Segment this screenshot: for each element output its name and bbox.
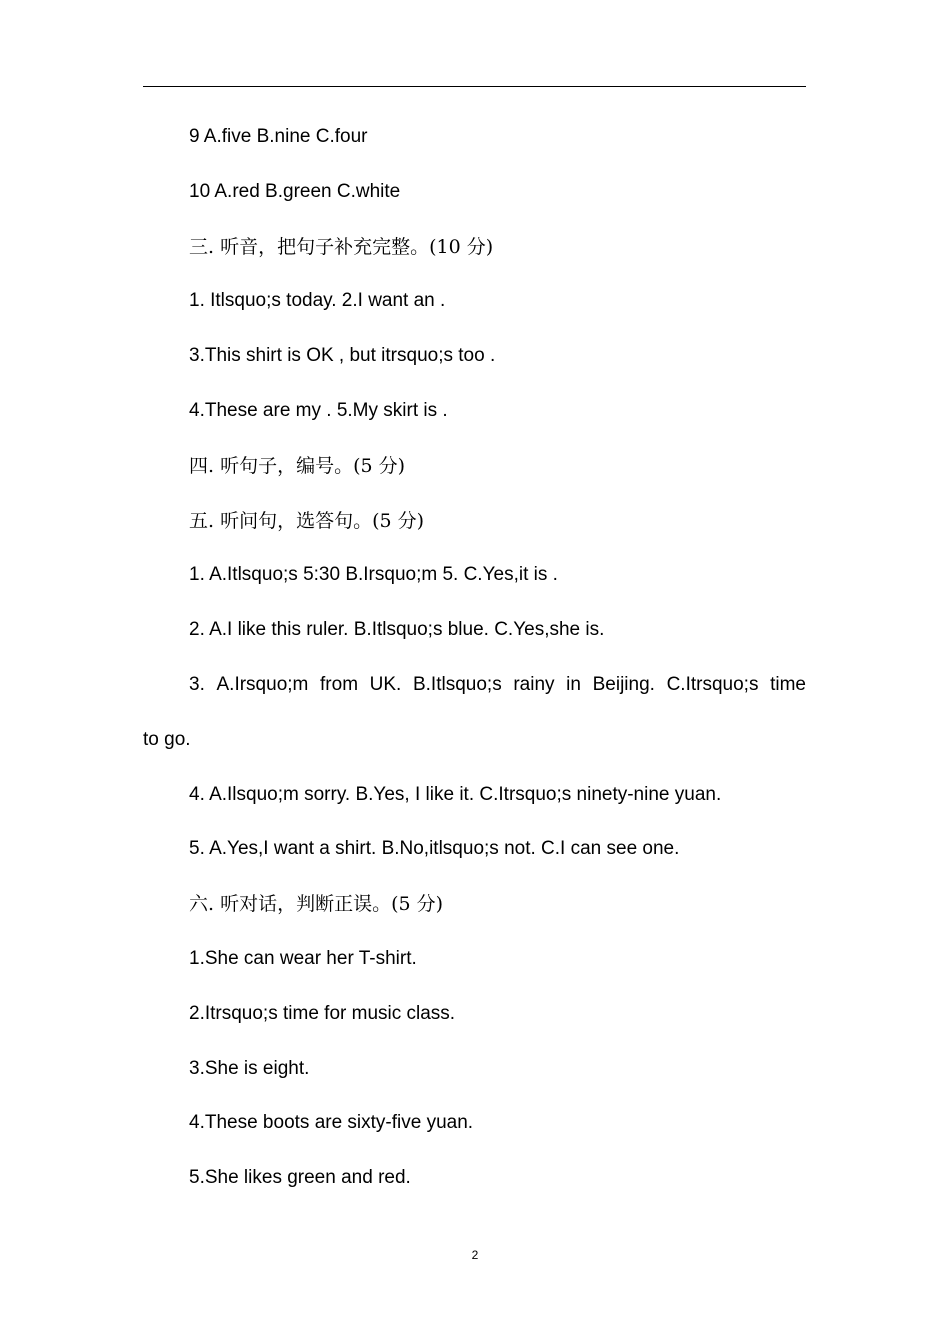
section-6-item-5: 5.She likes green and red. — [189, 1167, 411, 1189]
q3-word: C.Itrsquo;s — [666, 673, 759, 695]
q3-word: time — [770, 673, 806, 695]
section-3-line-2: 3.This shirt is OK , but itrsquo;s too . — [189, 345, 496, 367]
document-body — [143, 110, 806, 1206]
header-rule — [143, 86, 806, 87]
q3-word: UK. — [369, 673, 402, 695]
section-4-title: 四. 听句子，编号。(5 分) — [189, 454, 406, 477]
section-5-question-1: 1. A.Itlsquo;s 5:30 B.Irsquo;m 5. C.Yes,it is . — [189, 564, 558, 586]
section-3-line-1: 1. Itlsquo;s today. 2.I want an . — [189, 290, 446, 312]
section-5-question-5: 5. A.Yes,I want a shirt. B.No,itlsquo;s not. C.I can see one. — [189, 838, 680, 860]
q3-word: in — [566, 673, 581, 695]
section-6-item-4: 4.These boots are sixty-five yuan. — [189, 1112, 474, 1134]
q3-word: 3. — [189, 673, 205, 695]
section-6-item-3: 3.She is eight. — [189, 1057, 310, 1079]
section-5-question-2: 2. A.I like this ruler. B.Itlsquo;s blue. C.Yes,she is. — [189, 619, 605, 641]
q3-word: A.Irsquo;m — [216, 673, 309, 695]
q3-word: B.Itlsquo;s — [412, 673, 502, 695]
section-6-item-1: 1.She can wear her T-shirt. — [189, 947, 417, 969]
section-3-title: 三. 听音，把句子补充完整。(10 分) — [189, 235, 494, 258]
q3-word: Beijing. — [592, 673, 655, 695]
q3-word: from — [320, 673, 359, 695]
question-10: 10 A.red B.green C.white — [189, 180, 401, 202]
page-number: 2 — [471, 1248, 479, 1262]
q3-word: rainy — [513, 673, 555, 695]
section-3-line-3: 4.These are my . 5.My skirt is . — [189, 399, 448, 421]
section-5-question-4: 4. A.Ilsquo;m sorry. B.Yes, I like it. C.Itrsquo;s ninety-nine yuan. — [189, 783, 722, 805]
question-9: 9 A.five B.nine C.four — [189, 126, 368, 147]
section-5-question-3 — [143, 658, 806, 713]
section-6-item-2: 2.Itrsquo;s time for music class. — [189, 1002, 456, 1024]
section-5-question-3-continued: to go. — [143, 728, 191, 750]
section-5-title: 五. 听问句，选答句。(5 分) — [189, 509, 425, 532]
section-6-title: 六. 听对话，判断正误。(5 分) — [189, 893, 444, 916]
